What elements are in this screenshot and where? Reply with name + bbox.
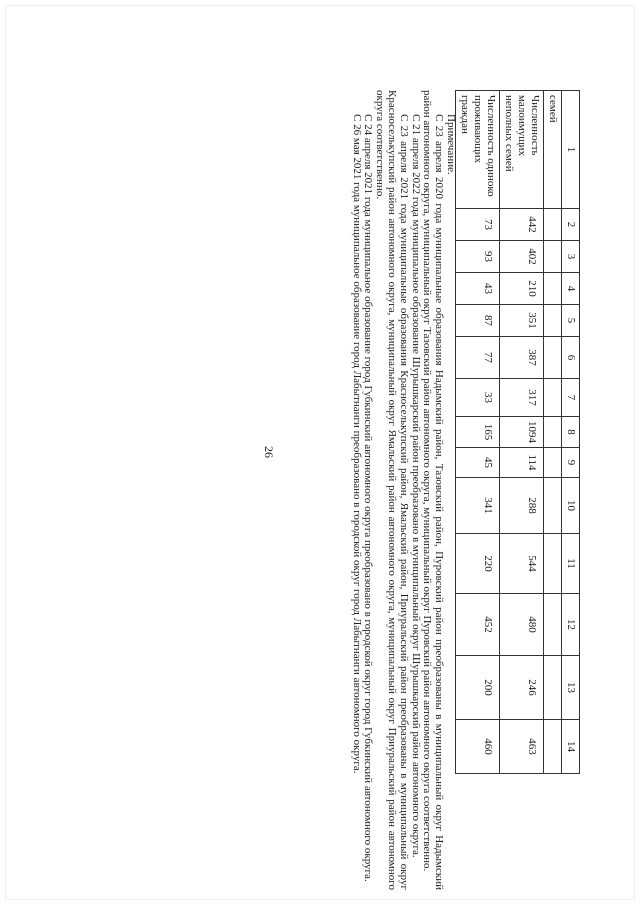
column-header: 11 [562,534,580,594]
table-cell: 341 [456,478,500,534]
table-cell [544,448,562,478]
column-header: 7 [562,379,580,417]
column-header: 12 [562,594,580,656]
table-cell: 351 [500,305,544,337]
column-header: 4 [562,273,580,305]
table-cell [544,337,562,379]
data-table [455,90,580,828]
table-cell: 387 [500,337,544,379]
table-cell: 480 [500,594,544,656]
note-paragraph: С 24 апреля 2021 года муниципальное образование город Губкинский автономного округа преобразовано в городской округ город Губкинский автономного округа. [362,114,375,882]
table-cell: 220 [456,534,500,594]
row-label: Численность малоимущих неполных семей [500,91,544,209]
table-cell: 210 [500,273,544,305]
column-header: 3 [562,241,580,273]
table-row [500,91,544,828]
notes-title: Примечание. [445,114,457,175]
note-paragraph: С 23 апреля 2020 года муниципальные образования Надымский район, Тазовский район, Пуровский район преобразованы в муниципальный округ Надымский район автономного округа, муниципальный округ Тазовский район автономного округа, муниципальный округ Пуровский район автономного округа соответственно. [421,90,446,890]
table-cell: 544 [500,534,544,594]
table-cell: 45 [456,448,500,478]
table-cell: 442 [500,209,544,241]
table-cell [544,273,562,305]
column-header: 9 [562,448,580,478]
table-cell: 317 [500,379,544,417]
note-paragraph: С 26 мая 2021 года муниципальное образование город Лабытнанги преобразовано в городской округ город Лабытнанги автономного округа. [350,114,363,774]
table-cell: 200 [456,656,500,720]
table-cell: 460 [456,720,500,774]
table-cell: 452 [456,594,500,656]
table-header-row [562,91,580,828]
table-cell: 114 [500,448,544,478]
table-cell [544,417,562,448]
page-number: 26 [262,446,276,458]
table-cell: 402 [500,241,544,273]
table-cell [544,594,562,656]
table-cell [544,720,562,774]
column-header: 13 [562,656,580,720]
table-cell: 93 [456,241,500,273]
table-cell [544,379,562,417]
table-cell: 1094 [500,417,544,448]
table-cell: 43 [456,273,500,305]
table-cell [544,305,562,337]
column-header: 10 [562,478,580,534]
table-cell: 77 [456,337,500,379]
table-cell: 73 [456,209,500,241]
table-cell [544,209,562,241]
column-header: 5 [562,305,580,337]
column-header: 8 [562,417,580,448]
column-header: 1 [562,91,580,209]
row-label: Численность одиноко проживающих граждан [456,91,500,209]
table-row [544,91,562,828]
rotated-sheet [20,90,580,890]
table-cell [544,241,562,273]
column-header: 14 [562,720,580,774]
table-cell: 87 [456,305,500,337]
table-cell [544,656,562,720]
column-header: 2 [562,209,580,241]
table-cell [544,478,562,534]
note-paragraph: С 21 апреля 2022 года муниципальное образование Шурышкарский район преобразовано в муниципальный округ Шурышкарский район автономного округа. [409,114,422,858]
table-row [456,91,500,828]
row-label: семей [544,91,562,209]
notes-section [350,90,456,890]
table-cell: 463 [500,720,544,774]
table-cell: 246 [500,656,544,720]
table-cell: 33 [456,379,500,417]
table-cell: 165 [456,417,500,448]
note-paragraph: С 23 апреля 2021 года муниципальные образования Красноселькупский район, Ямальский район, Приуральский район преобразованы в муниципальный округ Красноселькупский район автономного округа, муниципальный округ Ямальский район автономного округа, муниципальный округ Приуральский район автономного округа соответственно. [374,90,410,890]
column-header: 6 [562,337,580,379]
table-cell: 288 [500,478,544,534]
table-cell [544,534,562,594]
